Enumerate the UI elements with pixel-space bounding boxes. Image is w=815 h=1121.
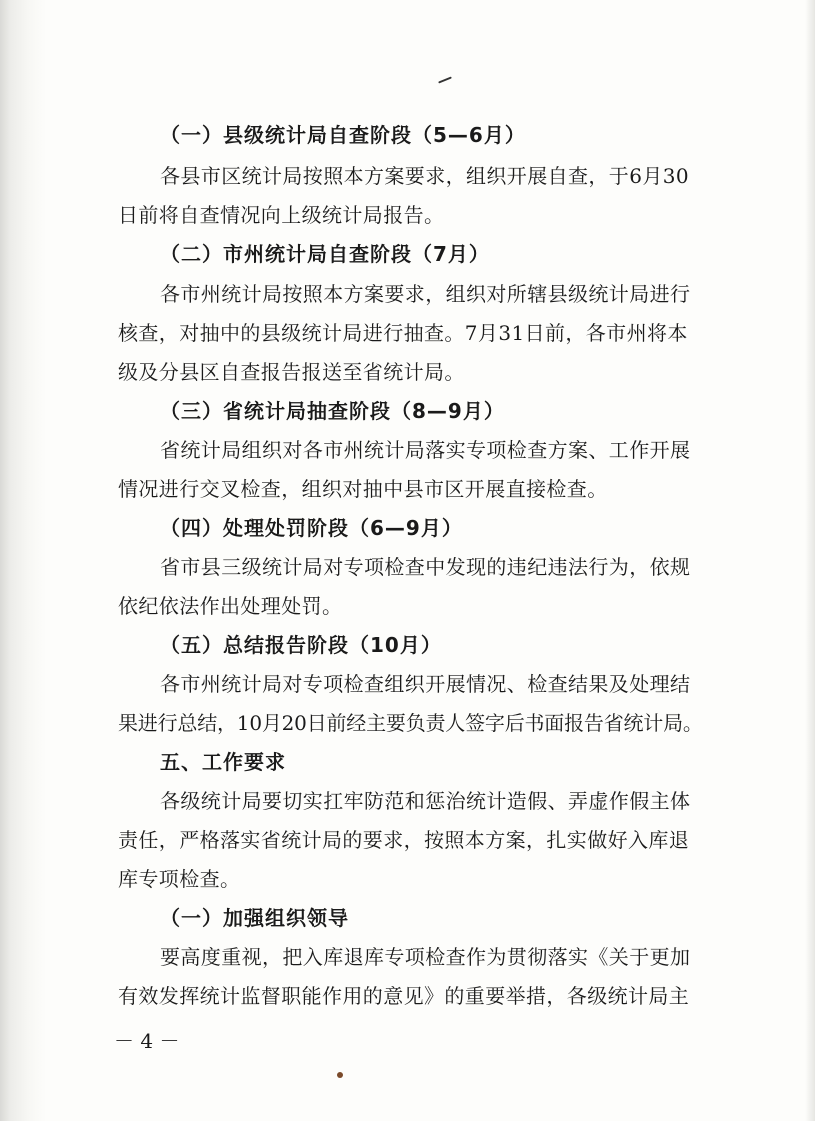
paragraph-line: 要高度重视，把入库退库专项检查作为贯彻落实《关于更加	[160, 945, 691, 969]
paragraph-line: 核查，对抽中的县级统计局进行抽查。7月31日前，各市州将本	[118, 321, 688, 345]
scan-shadow-right	[805, 0, 815, 1121]
subheading-organization: （一）加强组织领导	[160, 906, 349, 930]
paragraph-line: 各县市区统计局按照本方案要求，组织开展自查，于6月30	[160, 164, 689, 188]
pen-mark	[438, 76, 452, 83]
subheading-city-self-check: （二）市州统计局自查阶段（7月）	[160, 242, 490, 266]
paragraph-line: 各市州统计局对专项检查组织开展情况、检查结果及处理结	[160, 672, 691, 696]
subheading-penalty: （四）处理处罚阶段（6—9月）	[160, 516, 463, 540]
paragraph-line: 情况进行交叉检查，组织对抽中县市区开展直接检查。	[118, 477, 608, 501]
page-number: － 4 －	[114, 1029, 180, 1053]
scan-shadow-left	[0, 0, 46, 1121]
paragraph-line: 各市州统计局按照本方案要求，组织对所辖县级统计局进行	[160, 282, 691, 306]
paragraph-line: 有效发挥统计监督职能作用的意见》的重要举措，各级统计局主	[118, 984, 690, 1008]
paragraph-line: 省市县三级统计局对专项检查中发现的违纪违法行为，依规	[160, 555, 691, 579]
paragraph-line: 责任，严格落实省统计局的要求，按照本方案，扎实做好入库退	[118, 828, 690, 852]
paragraph-line: 依纪依法作出处理处罚。	[118, 594, 343, 618]
paragraph-line: 各级统计局要切实扛牢防范和惩治统计造假、弄虚作假主体	[160, 789, 691, 813]
ink-spot	[337, 1072, 343, 1078]
paragraph-line: 果进行总结，10月20日前经主要负责人签字后书面报告省统计局。	[118, 711, 703, 735]
paragraph-line: 级及分县区自查报告报送至省统计局。	[118, 360, 465, 384]
section-heading-work-requirements: 五、工作要求	[160, 750, 286, 774]
subheading-summary-report: （五）总结报告阶段（10月）	[160, 633, 442, 657]
paragraph-line: 省统计局组织对各市州统计局落实专项检查方案、工作开展	[160, 438, 691, 462]
subheading-province-spot-check: （三）省统计局抽查阶段（8—9月）	[160, 399, 505, 423]
subheading-county-self-check: （一）县级统计局自查阶段（5—6月）	[160, 123, 526, 147]
paragraph-line: 库专项检查。	[118, 867, 241, 891]
paragraph-line: 日前将自查情况向上级统计局报告。	[118, 203, 445, 227]
